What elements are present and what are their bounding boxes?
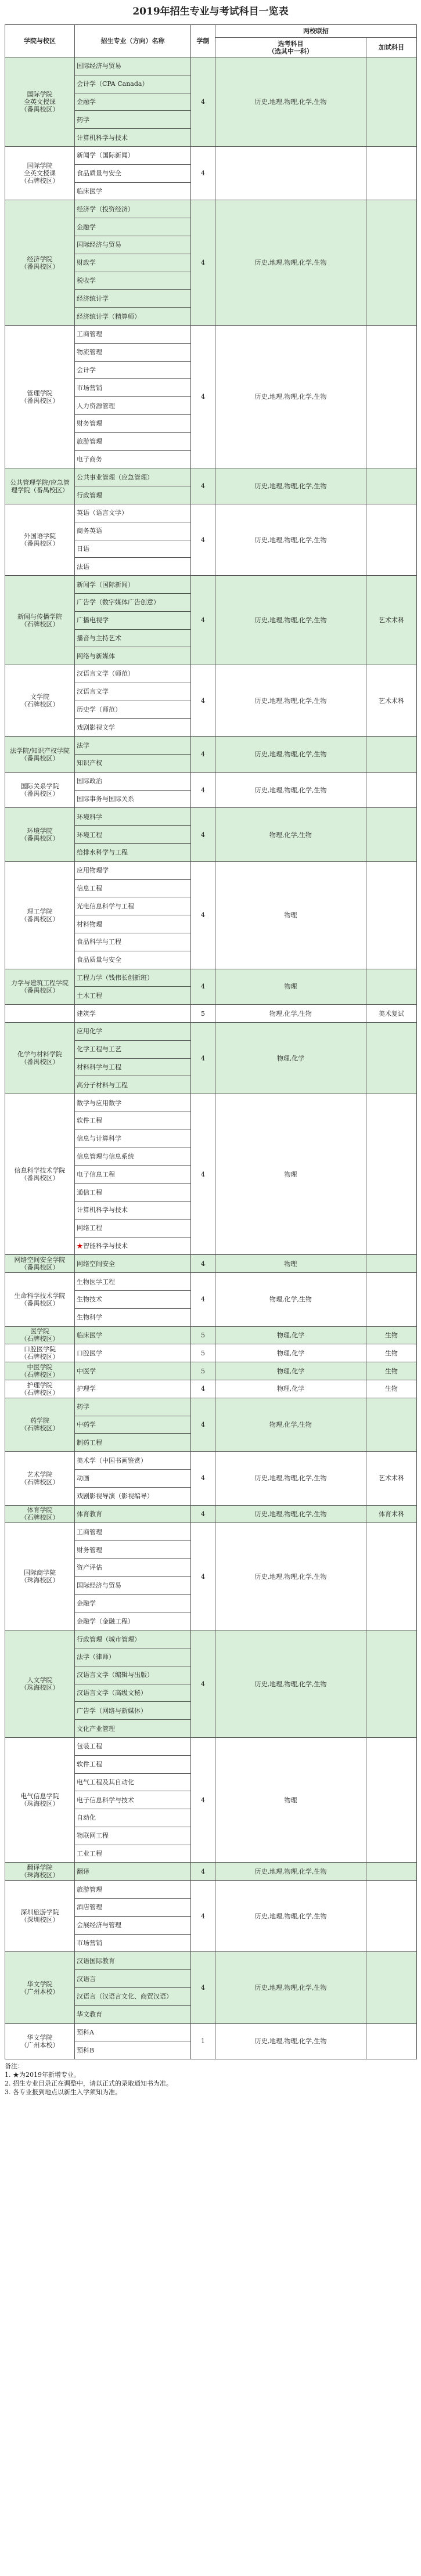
notes-label: 备注： bbox=[5, 2062, 24, 2070]
years-cell: 5 bbox=[191, 1326, 215, 1344]
major-cell: 环境工程 bbox=[75, 826, 191, 844]
major-cell: 广告学（数字媒体广告创意） bbox=[75, 593, 191, 611]
major-cell: 网络空间安全 bbox=[75, 1255, 191, 1273]
major-cell: 国际事务与国际关系 bbox=[75, 790, 191, 808]
major-cell: 汉语言文学（师范） bbox=[75, 665, 191, 683]
college-cell: 信息科学技术学院 （番禺校区） bbox=[5, 1094, 75, 1255]
major-cell: 汉语言（汉语言文化、商贸汉语） bbox=[75, 1988, 191, 2006]
table-row bbox=[5, 468, 417, 486]
major-cell: 物流管理 bbox=[75, 343, 191, 361]
college-cell: 医学院 （石牌校区） bbox=[5, 1326, 75, 1344]
extra-cell bbox=[366, 1523, 417, 1630]
elective-cell: 历史,地理,物理,化学,生物 bbox=[215, 1863, 366, 1881]
elective-cell: 历史,地理,物理,化学,生物 bbox=[215, 772, 366, 808]
major-cell: 工商管理 bbox=[75, 325, 191, 343]
college-cell: 化学与材料学院 （番禺校区） bbox=[5, 1023, 75, 1094]
elective-cell: 历史,地理,物理,化学,生物 bbox=[215, 1881, 366, 1952]
elective-cell: 历史,地理,物理,化学,生物 bbox=[215, 1505, 366, 1523]
extra-cell: 生物 bbox=[366, 1326, 417, 1344]
years-cell: 4 bbox=[191, 1094, 215, 1255]
major-cell: 软件工程 bbox=[75, 1755, 191, 1773]
college-cell: 电气信息学院 （珠海校区） bbox=[5, 1737, 75, 1863]
years-cell: 4 bbox=[191, 969, 215, 1005]
major-cell: 体育教育 bbox=[75, 1505, 191, 1523]
years-cell: 4 bbox=[191, 1881, 215, 1952]
elective-cell: 历史,地理,物理,化学,生物 bbox=[215, 57, 366, 147]
extra-cell bbox=[366, 1273, 417, 1326]
table-row bbox=[5, 1023, 417, 1041]
major-cell: 药学 bbox=[75, 1398, 191, 1416]
college-cell: 体育学院 （石牌校区） bbox=[5, 1505, 75, 1523]
table-row bbox=[5, 325, 417, 343]
major-cell: 信息工程 bbox=[75, 879, 191, 897]
major-cell: 广告学（网络与新媒体） bbox=[75, 1702, 191, 1720]
major-cell: 土木工程 bbox=[75, 987, 191, 1005]
years-cell: 4 bbox=[191, 576, 215, 665]
college-cell: 外国语学院 （番禺校区） bbox=[5, 504, 75, 575]
major-cell: 资产评估 bbox=[75, 1558, 191, 1576]
extra-cell bbox=[366, 2023, 417, 2059]
new-major-star-icon: ★ bbox=[77, 1242, 83, 1250]
college-cell: 翻译学院 （珠海校区） bbox=[5, 1863, 75, 1881]
extra-cell bbox=[366, 325, 417, 468]
major-cell: 新闻学（国际新闻） bbox=[75, 576, 191, 594]
note-item-1: 1. ★为2019年新增专业。 bbox=[5, 2071, 80, 2079]
table-row bbox=[5, 772, 417, 790]
major-cell: 电子信息科学与技术 bbox=[75, 1791, 191, 1809]
table-row bbox=[5, 1398, 417, 1416]
extra-cell bbox=[366, 1737, 417, 1863]
college-cell: 力学与建筑工程学院 （番禺校区） bbox=[5, 969, 75, 1005]
college-cell: 网络空间安全学院 （番禺校区） bbox=[5, 1255, 75, 1273]
years-cell: 4 bbox=[191, 665, 215, 737]
table-row bbox=[5, 2023, 417, 2041]
major-cell: 国际经济与贸易 bbox=[75, 57, 191, 75]
major-cell: 生物医学工程 bbox=[75, 1273, 191, 1291]
major-cell: 金融学 bbox=[75, 218, 191, 236]
major-cell: 汉语言 bbox=[75, 1970, 191, 1988]
page-title: 2019年招生专业与考试科目一览表 bbox=[132, 6, 289, 17]
major-cell: 英语（语言文学） bbox=[75, 504, 191, 522]
major-cell: 财务管理 bbox=[75, 1541, 191, 1559]
major-cell: 化学工程与工艺 bbox=[75, 1040, 191, 1058]
major-cell: 环境科学 bbox=[75, 808, 191, 826]
table-row bbox=[5, 1863, 417, 1881]
major-cell: 电气工程及其自动化 bbox=[75, 1773, 191, 1791]
major-cell: 人力资源管理 bbox=[75, 397, 191, 415]
major-cell: 数学与应用数学 bbox=[75, 1094, 191, 1112]
header-elective: 选考科目 （选其中一科） bbox=[215, 38, 366, 57]
table-row bbox=[5, 1452, 417, 1470]
major-cell: 应用化学 bbox=[75, 1023, 191, 1041]
elective-cell: 物理,化学 bbox=[215, 1344, 366, 1362]
major-cell: 日语 bbox=[75, 540, 191, 558]
major-cell: 国际经济与贸易 bbox=[75, 236, 191, 254]
major-cell: 市场营销 bbox=[75, 1934, 191, 1952]
years-cell: 4 bbox=[191, 200, 215, 326]
college-cell: 人文学院 （珠海校区） bbox=[5, 1630, 75, 1738]
college-cell: 管理学院 （番禺校区） bbox=[5, 325, 75, 468]
extra-cell bbox=[366, 504, 417, 575]
years-cell: 4 bbox=[191, 1630, 215, 1738]
major-cell: 生物技术 bbox=[75, 1290, 191, 1308]
elective-cell: 历史,地理,物理,化学,生物 bbox=[215, 737, 366, 773]
major-cell: 应用物理学 bbox=[75, 861, 191, 879]
major-cell: 材料科学与工程 bbox=[75, 1058, 191, 1076]
elective-cell: 物理,化学,生物 bbox=[215, 1005, 366, 1023]
extra-cell bbox=[366, 737, 417, 773]
table-row bbox=[5, 665, 417, 683]
elective-cell: 物理,化学,生物 bbox=[215, 1398, 366, 1451]
extra-cell bbox=[366, 1952, 417, 2023]
college-cell: 新闻与传播学院 （石牌校区） bbox=[5, 576, 75, 665]
major-cell: 工业工程 bbox=[75, 1845, 191, 1863]
elective-cell: 历史,地理,物理,化学,生物 bbox=[215, 504, 366, 575]
major-cell: 信息管理与信息系统 bbox=[75, 1148, 191, 1166]
elective-cell: 历史,地理,物理,化学,生物 bbox=[215, 1630, 366, 1738]
extra-cell bbox=[366, 200, 417, 326]
college-cell: 国际学院 全英文授课 （石牌校区） bbox=[5, 146, 75, 200]
years-cell: 5 bbox=[191, 1362, 215, 1380]
major-cell: 知识产权 bbox=[75, 755, 191, 773]
table-row bbox=[5, 1326, 417, 1344]
college-cell: 环境学院 （番禺校区） bbox=[5, 808, 75, 861]
college-cell: 中医学院 （石牌校区） bbox=[5, 1362, 75, 1380]
major-cell: 口腔医学 bbox=[75, 1344, 191, 1362]
elective-cell: 历史,地理,物理,化学,生物 bbox=[215, 1523, 366, 1630]
major-cell: 文化产业管理 bbox=[75, 1720, 191, 1738]
table-row bbox=[5, 504, 417, 522]
major-cell: 自动化 bbox=[75, 1809, 191, 1827]
extra-cell bbox=[366, 1023, 417, 1094]
table-row bbox=[5, 861, 417, 879]
major-cell: 光电信息科学与工程 bbox=[75, 897, 191, 915]
years-cell: 4 bbox=[191, 1952, 215, 2023]
major-cell: 行政管理（城市管理） bbox=[75, 1630, 191, 1648]
major-cell: 通信工程 bbox=[75, 1184, 191, 1202]
years-cell: 5 bbox=[191, 1005, 215, 1023]
major-cell: 信息与计算科学 bbox=[75, 1130, 191, 1148]
major-cell: 预科B bbox=[75, 2041, 191, 2059]
table-row bbox=[5, 1273, 417, 1291]
college-cell: 生命科学技术学院 （番禺校区） bbox=[5, 1273, 75, 1326]
extra-cell bbox=[366, 1094, 417, 1255]
extra-cell bbox=[366, 57, 417, 147]
header-years: 学制 bbox=[191, 25, 215, 57]
elective-cell: 物理 bbox=[215, 1737, 366, 1863]
elective-cell: 物理 bbox=[215, 1255, 366, 1273]
elective-cell: 物理 bbox=[215, 1094, 366, 1255]
major-cell: 新闻学（国际新闻） bbox=[75, 146, 191, 164]
major-cell: 会计学（CPA Canada） bbox=[75, 75, 191, 93]
years-cell: 4 bbox=[191, 861, 215, 969]
extra-cell: 艺术术科 bbox=[366, 576, 417, 665]
major-cell: 美术学（中国书画鉴赏） bbox=[75, 1452, 191, 1470]
major-cell: 经济统计学 bbox=[75, 290, 191, 308]
major-cell: 金融学 bbox=[75, 93, 191, 111]
major-cell: 税收学 bbox=[75, 272, 191, 290]
years-cell: 4 bbox=[191, 772, 215, 808]
header-college: 学院与校区 bbox=[5, 25, 75, 57]
major-cell: 华文教育 bbox=[75, 2005, 191, 2023]
major-cell: 预科A bbox=[75, 2023, 191, 2041]
college-cell: 深圳旅游学院 （深圳校区） bbox=[5, 1881, 75, 1952]
major-cell: 食品质量与安全 bbox=[75, 164, 191, 182]
major-cell: 物联网工程 bbox=[75, 1827, 191, 1845]
major-cell: 生物科学 bbox=[75, 1308, 191, 1326]
table-row bbox=[5, 576, 417, 594]
extra-cell: 体育术科 bbox=[366, 1505, 417, 1523]
table-row bbox=[5, 1255, 417, 1273]
years-cell: 4 bbox=[191, 504, 215, 575]
years-cell: 4 bbox=[191, 1863, 215, 1881]
table-row bbox=[5, 1380, 417, 1398]
major-cell: 行政管理 bbox=[75, 486, 191, 504]
major-cell: 财政学 bbox=[75, 254, 191, 272]
major-cell: 中医学 bbox=[75, 1362, 191, 1380]
table-row bbox=[5, 1094, 417, 1112]
college-cell: 华文学院 （广州本校） bbox=[5, 1952, 75, 2023]
elective-cell: 历史,地理,物理,化学,生物 bbox=[215, 325, 366, 468]
table-row bbox=[5, 200, 417, 218]
college-cell: 华文学院 （广州本校） bbox=[5, 2023, 75, 2059]
major-cell: 播音与主持艺术 bbox=[75, 629, 191, 647]
table-row bbox=[5, 146, 417, 164]
extra-cell bbox=[366, 808, 417, 861]
years-cell: 4 bbox=[191, 57, 215, 147]
major-cell: 网络工程 bbox=[75, 1219, 191, 1237]
table-row bbox=[5, 808, 417, 826]
major-cell: 工商管理 bbox=[75, 1523, 191, 1541]
major-cell: 广播电视学 bbox=[75, 611, 191, 629]
extra-cell: 艺术术科 bbox=[366, 665, 417, 737]
major-cell: 国际经济与贸易 bbox=[75, 1576, 191, 1594]
major-cell: 电子商务 bbox=[75, 450, 191, 468]
extra-cell: 生物 bbox=[366, 1362, 417, 1380]
table-row bbox=[5, 1362, 417, 1380]
elective-cell: 历史,地理,物理,化学,生物 bbox=[215, 1452, 366, 1505]
major-cell: 法学（律师） bbox=[75, 1648, 191, 1666]
elective-cell: 物理,化学 bbox=[215, 1326, 366, 1344]
years-cell: 4 bbox=[191, 1380, 215, 1398]
table-row bbox=[5, 1952, 417, 1970]
college-cell: 口腔医学院 （石牌校区） bbox=[5, 1344, 75, 1362]
table-row bbox=[5, 1881, 417, 1899]
major-cell: 临床医学 bbox=[75, 1326, 191, 1344]
table-row bbox=[5, 737, 417, 755]
major-cell: 高分子材料与工程 bbox=[75, 1076, 191, 1094]
major-cell: 食品科学与工程 bbox=[75, 933, 191, 951]
major-cell: 历史学（师范） bbox=[75, 701, 191, 719]
extra-cell bbox=[366, 1881, 417, 1952]
extra-cell bbox=[366, 861, 417, 969]
elective-cell: 历史,地理,物理,化学,生物 bbox=[215, 468, 366, 504]
college-cell: 经济学院 （番禺校区） bbox=[5, 200, 75, 326]
major-cell: 法语 bbox=[75, 558, 191, 576]
table-row bbox=[5, 1630, 417, 1648]
major-cell: 软件工程 bbox=[75, 1112, 191, 1130]
major-cell: 汉语言文学（高级文秘） bbox=[75, 1684, 191, 1702]
header-joint: 两校联招 bbox=[215, 25, 417, 38]
extra-cell bbox=[366, 969, 417, 1005]
years-cell: 4 bbox=[191, 1523, 215, 1630]
major-cell: 汉语言文学（编辑与出版） bbox=[75, 1666, 191, 1684]
major-cell: 药学 bbox=[75, 111, 191, 129]
college-cell: 理工学院 （番禺校区） bbox=[5, 861, 75, 969]
years-cell: 4 bbox=[191, 1398, 215, 1451]
major-cell: ★智能科学与技术 bbox=[75, 1237, 191, 1255]
major-cell: 中药学 bbox=[75, 1416, 191, 1434]
major-cell: 公共事业管理（应急管理） bbox=[75, 468, 191, 486]
major-cell: 会展经济与管理 bbox=[75, 1916, 191, 1934]
major-cell: 制药工程 bbox=[75, 1434, 191, 1452]
college-cell: 国际学院 全英文授课 （番禺校区） bbox=[5, 57, 75, 147]
elective-cell: 物理,化学 bbox=[215, 1362, 366, 1380]
years-cell: 5 bbox=[191, 1344, 215, 1362]
major-cell: 翻译 bbox=[75, 1863, 191, 1881]
major-cell: 网络与新媒体 bbox=[75, 647, 191, 665]
college-cell bbox=[5, 1005, 75, 1023]
major-cell: 市场营销 bbox=[75, 379, 191, 397]
table-header-row bbox=[5, 25, 417, 38]
extra-cell bbox=[366, 772, 417, 808]
major-cell: 经济学（投资经济） bbox=[75, 200, 191, 218]
elective-cell: 物理 bbox=[215, 861, 366, 969]
years-cell: 4 bbox=[191, 1737, 215, 1863]
table-row bbox=[5, 1005, 417, 1023]
years-cell: 4 bbox=[191, 737, 215, 773]
major-cell: 食品质量与安全 bbox=[75, 951, 191, 969]
years-cell: 4 bbox=[191, 146, 215, 200]
major-cell: 法学 bbox=[75, 737, 191, 755]
years-cell: 4 bbox=[191, 325, 215, 468]
college-cell: 国际关系学院 （番禺校区） bbox=[5, 772, 75, 808]
major-cell: 计算机科学与技术 bbox=[75, 129, 191, 147]
extra-cell: 生物 bbox=[366, 1344, 417, 1362]
note-item-3: 3. 各专业报到地点以新生入学须知为准。 bbox=[5, 2088, 121, 2096]
elective-cell: 物理,化学 bbox=[215, 1380, 366, 1398]
major-cell: 包装工程 bbox=[75, 1737, 191, 1755]
elective-cell: 物理,化学,生物 bbox=[215, 1273, 366, 1326]
major-cell: 临床医学 bbox=[75, 182, 191, 200]
major-cell: 国际政治 bbox=[75, 772, 191, 790]
table-row bbox=[5, 1737, 417, 1755]
college-cell: 国际商学院 （珠海校区） bbox=[5, 1523, 75, 1630]
college-cell: 公共管理学院/应急管理学院（番禺校区） bbox=[5, 468, 75, 504]
major-cell: 建筑学 bbox=[75, 1005, 191, 1023]
college-cell: 文学院 （石牌校区） bbox=[5, 665, 75, 737]
years-cell: 4 bbox=[191, 1505, 215, 1523]
extra-cell bbox=[366, 1863, 417, 1881]
major-cell: 旅游管理 bbox=[75, 432, 191, 450]
note-item-2: 2. 招生专业目录正在调整中，请以正式的录取通知书为准。 bbox=[5, 2080, 172, 2087]
major-cell: 戏剧影视导演（影视编导） bbox=[75, 1487, 191, 1505]
elective-cell: 物理,化学,生物 bbox=[215, 808, 366, 861]
years-cell: 4 bbox=[191, 1273, 215, 1326]
major-cell: 给排水科学与工程 bbox=[75, 844, 191, 862]
years-cell: 4 bbox=[191, 1255, 215, 1273]
major-cell: 动画 bbox=[75, 1469, 191, 1487]
extra-cell bbox=[366, 146, 417, 200]
elective-cell: 物理,化学 bbox=[215, 1023, 366, 1094]
major-cell: 酒店管理 bbox=[75, 1899, 191, 1917]
table-row bbox=[5, 1523, 417, 1541]
elective-cell: 历史,地理,物理,化学,生物 bbox=[215, 576, 366, 665]
header-extra: 加试科目 bbox=[366, 38, 417, 57]
college-cell: 艺术学院 （石牌校区） bbox=[5, 1452, 75, 1505]
extra-cell: 生物 bbox=[366, 1380, 417, 1398]
elective-cell: 历史,地理,物理,化学,生物 bbox=[215, 200, 366, 326]
table-row bbox=[5, 57, 417, 75]
major-cell: 金融学（金融工程） bbox=[75, 1612, 191, 1630]
major-cell: 材料物理 bbox=[75, 915, 191, 933]
extra-cell bbox=[366, 1255, 417, 1273]
college-cell: 药学院 （石牌校区） bbox=[5, 1398, 75, 1451]
elective-cell: 历史,地理,物理,化学,生物 bbox=[215, 2023, 366, 2059]
major-cell: 金融学 bbox=[75, 1594, 191, 1612]
elective-cell: 物理 bbox=[215, 969, 366, 1005]
years-cell: 4 bbox=[191, 808, 215, 861]
years-cell: 1 bbox=[191, 2023, 215, 2059]
major-cell: 汉语言文学 bbox=[75, 683, 191, 701]
major-cell: 旅游管理 bbox=[75, 1881, 191, 1899]
years-cell: 4 bbox=[191, 468, 215, 504]
major-cell: 计算机科学与技术 bbox=[75, 1202, 191, 1220]
college-cell: 护理学院 （石牌校区） bbox=[5, 1380, 75, 1398]
table-row bbox=[5, 969, 417, 987]
major-cell: 护理学 bbox=[75, 1380, 191, 1398]
major-cell: 汉语国际教育 bbox=[75, 1952, 191, 1970]
major-cell: 会计学 bbox=[75, 361, 191, 379]
elective-cell: 历史,地理,物理,化学,生物 bbox=[215, 1952, 366, 2023]
extra-cell bbox=[366, 1630, 417, 1738]
major-cell: 商务英语 bbox=[75, 522, 191, 540]
major-cell: 工程力学（钱伟长创新班） bbox=[75, 969, 191, 987]
extra-cell bbox=[366, 468, 417, 504]
major-cell: 财务管理 bbox=[75, 414, 191, 432]
header-major: 招生专业（方向）名称 bbox=[75, 25, 191, 57]
major-cell: 戏剧影视文学 bbox=[75, 719, 191, 737]
major-cell: 电子信息工程 bbox=[75, 1166, 191, 1184]
table-row bbox=[5, 1344, 417, 1362]
college-cell: 法学院/知识产权学院 （番禺校区） bbox=[5, 737, 75, 773]
years-cell: 4 bbox=[191, 1023, 215, 1094]
elective-cell bbox=[215, 146, 366, 200]
table-row bbox=[5, 1505, 417, 1523]
major-cell: 经济统计学（精算师） bbox=[75, 308, 191, 326]
extra-cell: 美术复试 bbox=[366, 1005, 417, 1023]
majors-table bbox=[5, 24, 417, 2059]
years-cell: 4 bbox=[191, 1452, 215, 1505]
notes bbox=[5, 2062, 416, 2097]
extra-cell bbox=[366, 1398, 417, 1451]
elective-cell: 历史,地理,物理,化学,生物 bbox=[215, 665, 366, 737]
extra-cell: 艺术术科 bbox=[366, 1452, 417, 1505]
